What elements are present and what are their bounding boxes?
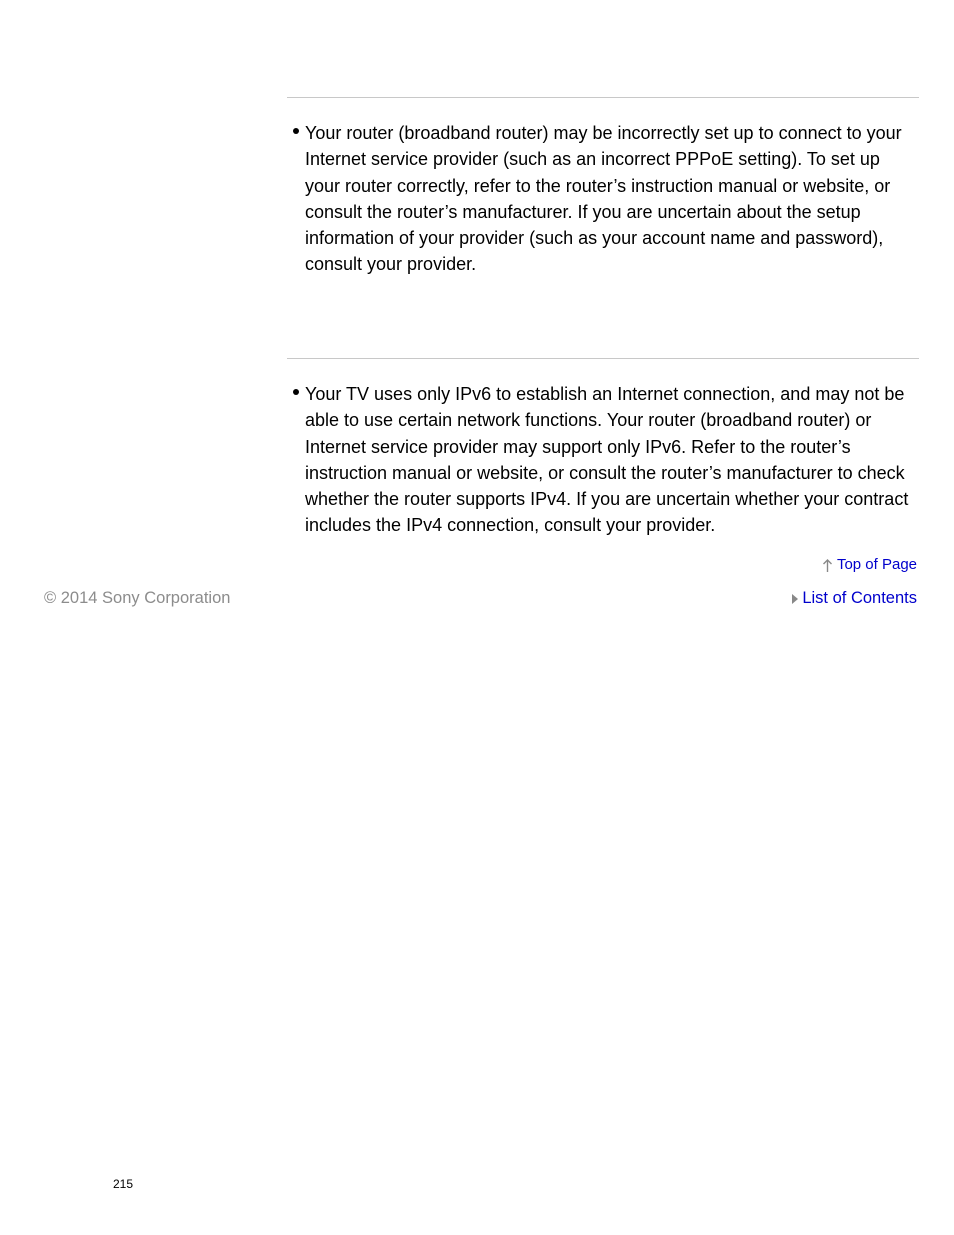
bullet-item-ipv6 (293, 381, 919, 539)
bullet-text: Your router (broadband router) may be incorrectly set up to connect to your Internet service provider (such as an incorrect PPPoE setting). To set up your router correctly, refer to the router’s instruction manual or website, or consult the router’s manufacturer. If you are uncertain about the setup information of your provider (such as your account name and password), consult your provider. (305, 123, 902, 275)
page-number: 215 (113, 1177, 134, 1191)
right-triangle-icon (792, 594, 798, 604)
list-of-contents-link[interactable] (792, 589, 917, 608)
list-of-contents-label[interactable]: List of Contents (802, 589, 917, 607)
top-of-page-link[interactable] (822, 555, 917, 573)
section-divider-2 (287, 358, 919, 359)
bullet-icon (293, 128, 299, 134)
top-of-page-label[interactable]: Top of Page (836, 555, 917, 573)
bullet-icon (293, 389, 299, 395)
up-arrow-icon (822, 559, 833, 573)
copyright-text: © 2014 Sony Corporation (44, 589, 231, 607)
bullet-item-router-setup (293, 120, 919, 278)
section-divider-1 (287, 97, 919, 98)
bullet-text: Your TV uses only IPv6 to establish an Internet connection, and may not be able to use certain network functions. Your router (broadband router) or Internet service provider may support only IPv6. Refer to the router’s instruction manual or website, or consult the router’s manufacturer to check whether the router supports IPv4. If you are uncertain whether your contract includes the IPv4 connection, consult your provider. (305, 384, 909, 536)
